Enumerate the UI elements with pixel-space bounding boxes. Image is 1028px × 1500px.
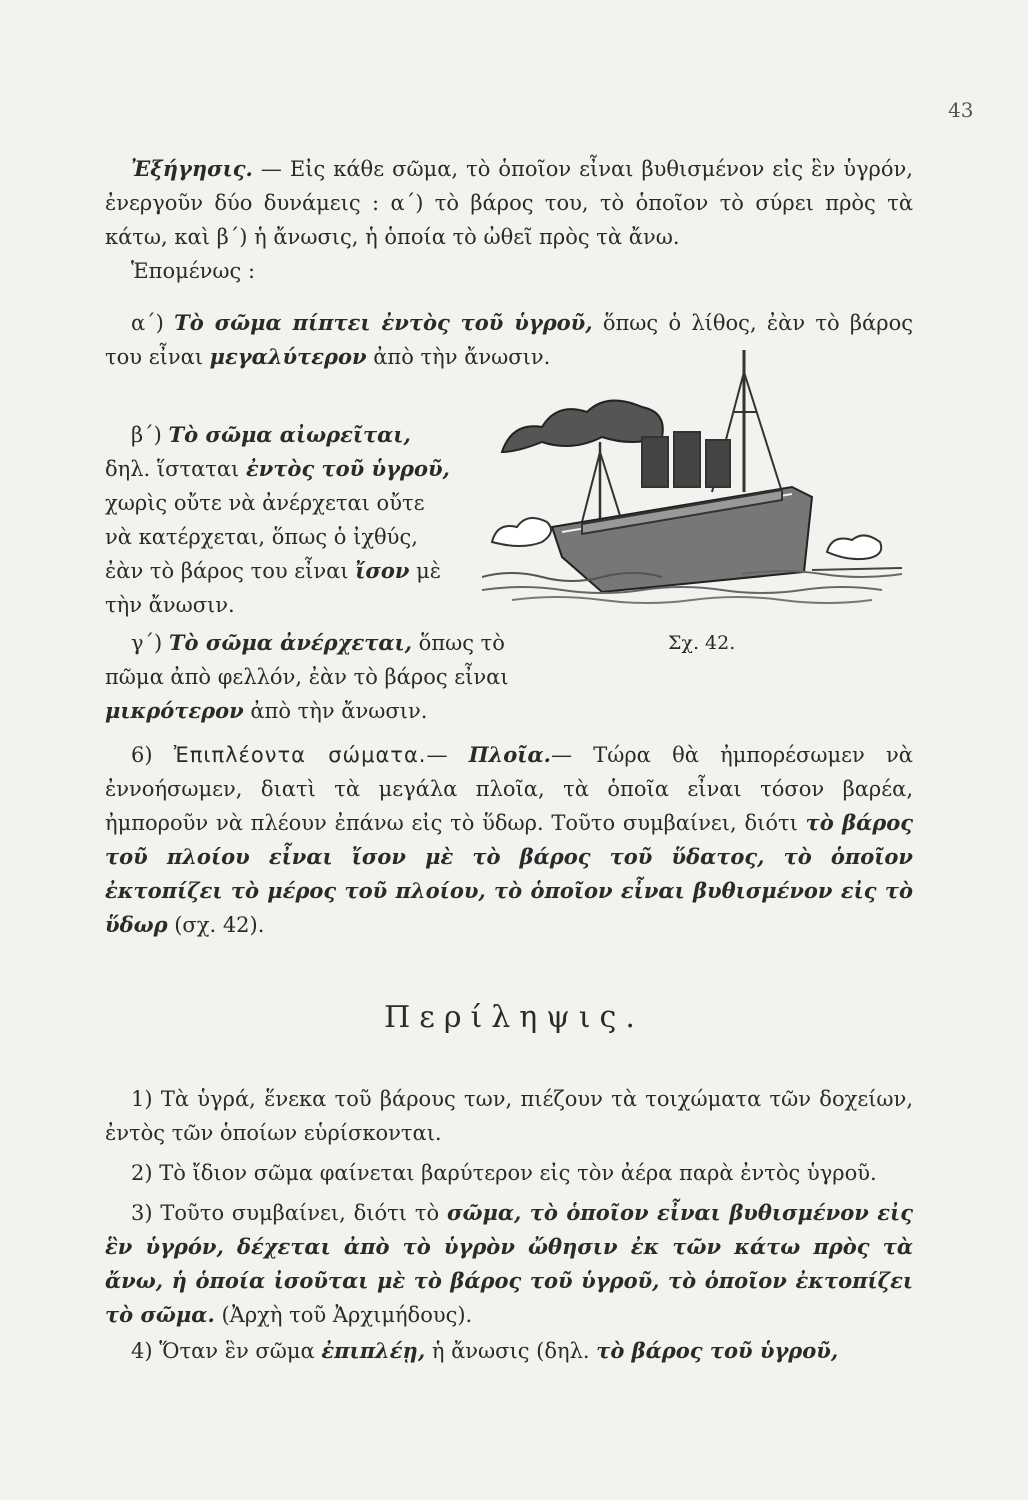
explanation-text: Εἰς κάθε σῶμα, τὸ ὁποῖον εἶναι βυθισμένον εἰς ἓν ὑγρόν, ἐνεργοῦν δύο δυνάμεις : α΄) τὸ βάρος του, τὸ ὁποῖον τὸ σύρει πρὸς τὰ κάτω, καὶ β΄) ἡ ἄνωσις, ἡ ὁποία τὸ ὠθεῖ πρὸς τὰ ἄνω.	[105, 157, 913, 249]
case-b-emph: Τὸ σῶμα αἰωρεῖται,	[168, 422, 411, 447]
case-c-block	[105, 626, 565, 728]
summary-item-4-text2: ἡ ἄνωσις (δηλ.	[425, 1339, 597, 1363]
figure-caption: Σχ. 42.	[668, 632, 736, 654]
summary-item-1: 1) Τὰ ὑγρά, ἕνεκα τοῦ βάρους των, πιέζουν τὰ τοιχώματα τῶν δοχείων, ἐντὸς τῶν ὁποίων εὑρίσκονται.	[105, 1087, 913, 1145]
case-b-emph3: ἴσον	[355, 558, 410, 583]
section6-dash2: —	[550, 743, 594, 767]
section6-emph: τὸ βάρος τοῦ πλοίου εἶναι ἴσον μὲ τὸ βάρος τοῦ ὕδατος, τὸ ὁποῖον ἐκτοπίζει τὸ μέρος τοῦ πλοίου, τὸ ὁποῖον εἶναι βυθισμένον εἰς τὸ ὕδωρ	[105, 810, 914, 937]
case-c-text2: ἀπὸ τὴν ἄνωσιν.	[243, 699, 428, 723]
case-b-paragraph	[105, 418, 457, 622]
case-a-emph: Τὸ σῶμα πίπτει ἐντὸς τοῦ ὑγροῦ,	[174, 310, 593, 335]
summary-block	[105, 1082, 913, 1368]
case-b-text2: χωρὶς οὔτε νὰ ἀνέρχεται οὔτε νὰ κατέρχεται, ὅπως ὁ ἰχθύς, ἐὰν τὸ βάρος του εἶναι	[105, 491, 425, 583]
section6-dash: —	[426, 743, 469, 767]
explanation-paragraph	[105, 152, 913, 254]
explanation-block	[105, 152, 913, 288]
section6-text: Τώρα θὰ ἠμπορέσωμεν νὰ ἐννοήσωμεν, διατὶ τὰ μεγάλα πλοῖα, τὰ ὁποῖα εἶναι τόσον βαρέα, ἠμποροῦν νὰ πλέουν ἐπάνω εἰς τὸ ὕδωρ. Τοῦτο συμβαίνει, διότι	[105, 743, 913, 835]
case-c-text: ὅπως τὸ πῶμα ἀπὸ φελλόν, ἐὰν τὸ βάρος εἶναι	[105, 631, 509, 689]
summary-title: Περίληψις.	[384, 1000, 644, 1035]
explanation-dash: —	[252, 157, 290, 181]
case-b-emph2: ἐντὸς τοῦ ὑγροῦ,	[245, 456, 450, 481]
case-b-label: β΄)	[131, 423, 169, 447]
case-a-text2: ἀπὸ τὴν ἄνωσιν.	[366, 345, 551, 369]
section6-heading2: Πλοῖα.	[468, 742, 551, 767]
case-c-emph: Τὸ σῶμα ἀνέρχεται,	[168, 630, 412, 655]
case-b-text3: μὲ τὴν ἄνωσιν.	[105, 559, 442, 617]
case-c-paragraph	[105, 626, 565, 728]
summary-item-4-text: 4) Ὅταν ἓν σῶμα	[131, 1339, 322, 1363]
summary-item-3-text: 3) Τοῦτο συμβαίνει, διότι τὸ	[131, 1201, 447, 1225]
case-c-emph2: μικρότερον	[105, 698, 244, 723]
section6-heading: Ἐπιπλέοντα σώματα.	[173, 743, 427, 767]
case-a-text: ὅπως ὁ λίθος, ἐὰν τὸ βάρος του εἶναι	[105, 311, 913, 369]
case-c-label: γ΄)	[131, 631, 169, 655]
summary-item-3	[105, 1196, 913, 1332]
section6-block	[105, 738, 913, 942]
summary-item-2: 2) Τὸ ἴδιον σῶμα φαίνεται βαρύτερον εἰς τὸν ἀέρα παρὰ ἐντὸς ὑγροῦ.	[131, 1161, 877, 1185]
case-b-block	[105, 418, 457, 622]
consequently-label: Ἑπομένως :	[131, 259, 256, 283]
case-b-text: δηλ. ἵσταται	[105, 457, 246, 481]
steamship-illustration	[482, 342, 902, 612]
section6-paragraph	[105, 738, 913, 942]
summary-item-4	[105, 1334, 913, 1368]
case-a-emph2: μεγαλύτερον	[209, 344, 367, 369]
summary-item-4-emph: ἐπιπλέῃ,	[321, 1338, 426, 1363]
summary-item-3-text2: (Ἀρχὴ τοῦ Ἀρχιμήδους).	[214, 1303, 473, 1327]
summary-item-4-emph2: τὸ βάρος τοῦ ὑγροῦ,	[596, 1338, 839, 1363]
section6-text2: (σχ. 42).	[167, 913, 265, 937]
summary-item-3-emph: σῶμα, τὸ ὁποῖον εἶναι βυθισμένον εἰς ἓν ὑγρόν, δέχεται ἀπὸ τὸ ὑγρὸν ὤθησιν ἐκ τῶν κάτω πρὸς τὰ ἄνω, ἡ ὁποία ἰσοῦται μὲ τὸ βάρος τοῦ ὑγροῦ, τὸ ὁποῖον ἐκτοπίζει τὸ σῶμα.	[105, 1200, 913, 1327]
case-a-label: α΄)	[131, 311, 175, 335]
section6-number: 6)	[131, 743, 174, 767]
page-number: 43	[948, 98, 974, 122]
explanation-label: Ἐξήγησις.	[131, 156, 253, 181]
